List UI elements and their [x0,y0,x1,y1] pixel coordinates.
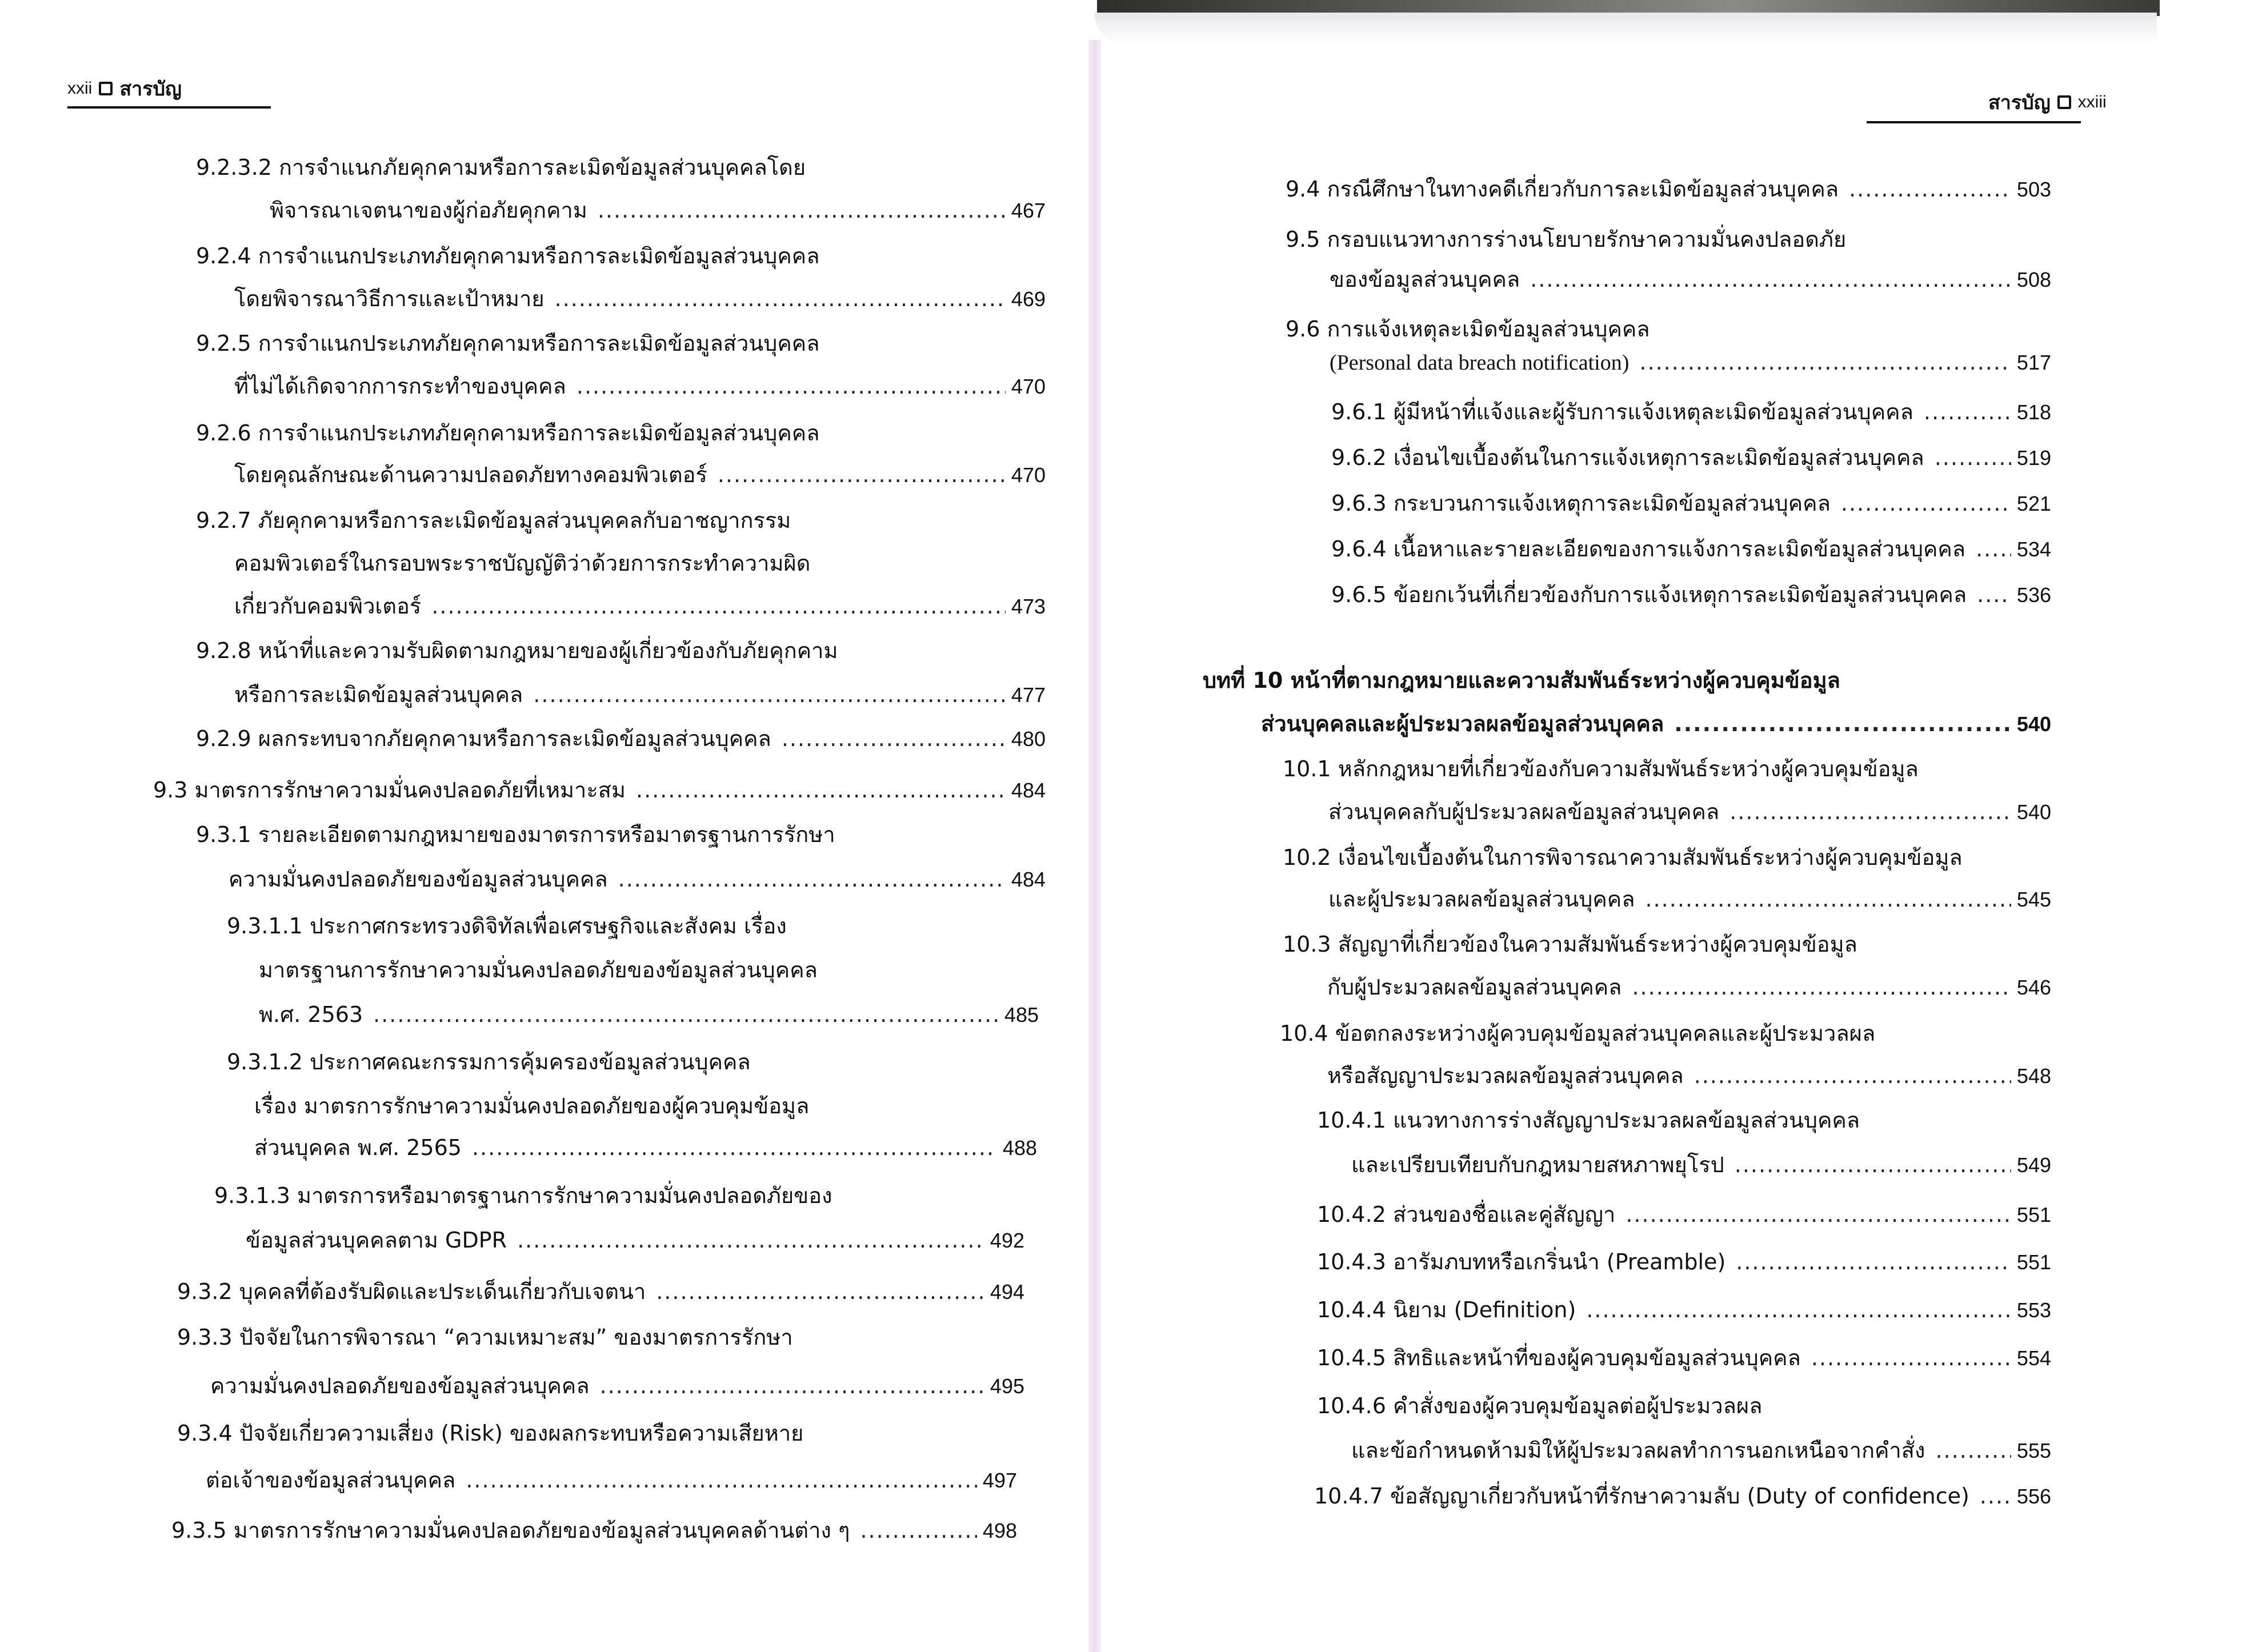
toc-page-number: 467 [1011,199,1046,222]
leader-dots [555,286,1006,311]
toc-entry-line[interactable] [1331,531,2051,566]
toc-entry-line[interactable] [196,326,820,360]
toc-entry-line[interactable] [234,281,1046,316]
toc-page-number: 555 [2016,1439,2051,1462]
toc-page-number: 484 [1011,779,1046,802]
toc-entry-line[interactable] [196,633,838,668]
toc-entry-label: 9.3.1 รายละเอียดตามกฎหมายของมาตรการหรือมาตรฐานการรักษา [196,822,835,847]
toc-entry-label: คอมพิวเตอร์ในกรอบพระราชบัญญัติว่าด้วยการกระทำความผิด [234,551,811,576]
toc-entry-label: โดยพิจารณาวิธีการและเป้าหมาย [234,286,545,311]
toc-entry-line[interactable] [206,1462,1017,1497]
toc-entry-label: และผู้ประมวลผลข้อมูลส่วนบุคคล [1328,887,1635,912]
toc-page-number: 521 [2016,492,2051,515]
leader-dots [472,1135,997,1160]
leader-dots [618,867,1006,892]
toc-entry-line[interactable] [196,238,820,273]
toc-entry-label: 9.3.1.2 ประกาศคณะกรรมการคุ้มครองข้อมูลส่วนบุคคล [227,1049,751,1074]
toc-entry-label: 10.4 ข้อตกลงระหว่างผู้ควบคุมข้อมูลส่วนบุคคลและผู้ประมวลผล [1280,1021,1876,1046]
toc-entry-label: 9.2.5 การจำแนกประเภทภัยคุกคามหรือการละเมิดข้อมูลส่วนบุคคล [196,331,820,356]
toc-entry-line[interactable] [234,457,1046,492]
toc-entry-label: 10.4.6 คำสั่งของผู้ควบคุมข้อมูลต่อผู้ประมวลผล [1317,1393,1763,1418]
toc-page-number: 534 [2016,538,2051,561]
toc-entry-label: 9.6.1 ผู้มีหน้าที่แจ้งและผู้รับการแจ้งเหตุละเมิดข้อมูลส่วนบุคคล [1331,399,1913,424]
toc-page-number: 551 [2016,1250,2051,1274]
toc-page-number: 488 [1002,1136,1037,1160]
leader-dots [1841,491,2011,516]
toc-entry-label: ความมั่นคงปลอดภัยของข้อมูลส่วนบุคคล [229,867,608,892]
leader-dots [431,594,1006,619]
toc-entry-label: 9.3.3 ปัจจัยในการพิจารณา “ความเหมาะสม” ของมาตรการรักษา [177,1325,793,1350]
toc-entry-label: โดยคุณลักษณะด้านความปลอดภัยทางคอมพิวเตอร์ [234,462,707,487]
toc-entry-line[interactable] [1331,577,2051,612]
toc-entry-line[interactable] [153,772,1046,807]
toc-entry-label: (Personal data breach notification) [1330,351,1630,375]
toc-page-number: 480 [1011,727,1046,751]
toc-entry-line[interactable] [1328,794,2051,829]
toc-page-number: 497 [982,1469,1017,1492]
toc-entry-line[interactable] [196,721,1046,756]
toc-entry-line[interactable] [1331,440,2051,475]
toc-entry-label: 9.6.3 กระบวนการแจ้งเหตุการละเมิดข้อมูลส่วนบุคคล [1331,491,1831,516]
toc-page-number: 551 [2016,1203,2051,1226]
leader-dots [1924,399,2011,424]
left-page [0,0,1088,1652]
toc-entry-line[interactable] [1351,1433,2051,1467]
toc-entry-line[interactable] [177,1320,793,1354]
toc-page-number: 519 [2016,446,2051,470]
toc-entry-line[interactable] [1280,1016,1875,1050]
toc-entry-label: ส่วนบุคคลและผู้ประมวลผลข้อมูลส่วนบุคคล [1261,711,1664,736]
leader-dots [656,1279,984,1304]
page-number-roman: xxiii [2077,93,2107,111]
toc-page-number: 546 [2016,976,2051,999]
toc-entry-line[interactable] [1286,171,2051,206]
page-header [1988,87,2107,118]
toc-entry-label: ความมั่นคงปลอดภัยของข้อมูลส่วนบุคคล [210,1373,590,1398]
leader-dots [1849,177,2011,202]
toc-entry-line[interactable] [1283,840,1963,875]
leader-dots [466,1467,977,1493]
toc-entry-line[interactable] [259,952,818,987]
toc-page-number: 553 [2016,1298,2051,1322]
toc-page-number: 494 [990,1280,1024,1304]
toc-entry-line[interactable] [1331,486,2051,520]
leader-dots [598,198,1006,223]
leader-dots [1694,1063,2011,1088]
toc-entry-label: 9.6.2 เงื่อนไขเบื้องต้นในการแจ้งเหตุการละเมิดข้อมูลส่วนบุคคล [1331,445,1924,470]
toc-entry-label: 9.5 กรอบแนวทางการร่างนโยบายรักษาความมั่นคงปลอดภัย [1286,227,1847,252]
toc-entry-label: 9.3.4 ปัจจัยเกี่ยวความเสี่ยง (Risk) ของผลกระทบหรือความเสียหาย [177,1421,804,1446]
toc-page-number: 492 [990,1229,1024,1252]
toc-entry-label: เกี่ยวกับคอมพิวเตอร์ [234,594,422,619]
toc-entry-label: 9.3.1.1 ประกาศกระทรวงดิจิทัลเพื่อเศรษฐกิจและสังคม เรื่อง [227,913,787,939]
toc-entry-line[interactable] [246,1222,1024,1257]
toc-entry-label: บทที่ 10 หน้าที่ตามกฎหมายและความสัมพันธ์ระหว่างผู้ควบคุมข้อมูล [1203,668,1840,693]
toc-entry-line[interactable] [196,415,820,450]
toc-entry-label: ของข้อมูลส่วนบุคคล [1330,267,1520,292]
toc-entry-line[interactable] [1317,1340,2051,1375]
leader-dots [1735,1152,2011,1177]
toc-entry-line[interactable] [234,368,1046,403]
leader-dots [1935,445,2011,470]
toc-entry-label: 10.2 เงื่อนไขเบื้องต้นในการพิจารณาความสัมพันธ์ระหว่างผู้ควบคุมข้อมูล [1283,845,1963,870]
leader-dots [576,374,1006,399]
toc-entry-line[interactable] [196,503,791,538]
toc-entry-label: ต่อเจ้าของข้อมูลส่วนบุคคล [206,1467,456,1493]
toc-entry-label: 9.2.6 การจำแนกประเภทภัยคุกคามหรือการละเมิดข้อมูลส่วนบุคคล [196,420,820,446]
toc-entry-label: 10.4.5 สิทธิและหน้าที่ของผู้ควบคุมข้อมูลส่วนบุคคล [1317,1345,1801,1370]
toc-entry-label: หรือการละเมิดข้อมูลส่วนบุคคล [234,682,523,707]
toc-entry-label: ที่ไม่ได้เกิดจากการกระทำของบุคคล [234,374,566,399]
toc-entry-label: 9.6.4 เนื้อหาและรายละเอียดของการแจ้งการละเมิดข้อมูลส่วนบุคคล [1331,536,1966,562]
toc-entry-label: 10.4.4 นิยาม (Definition) [1317,1297,1576,1322]
square-bullet-icon [2057,95,2071,109]
toc-page-number: 470 [1011,463,1046,487]
toc-page-number: 554 [2016,1346,2051,1370]
toc-page-number: 536 [2016,583,2051,607]
toc-entry-label: 9.2.4 การจำแนกประเภทภัยคุกคามหรือการละเมิดข้อมูลส่วนบุคคล [196,243,820,268]
toc-entry-label: และเปรียบเทียบกับกฎหมายสหภาพยุโรป [1351,1152,1724,1177]
toc-entry-label: 10.1 หลักกฎหมายที่เกี่ยวข้องกับความสัมพันธ์ระหว่างผู้ควบคุมข้อมูล [1283,756,1919,781]
leader-dots [1632,975,2011,1000]
toc-entry-label: 10.4.1 แนวทางการร่างสัญญาประมวลผลข้อมูลส่วนบุคคล [1317,1108,1860,1133]
leader-dots [1811,1345,2011,1370]
toc-entry-line[interactable] [227,1044,751,1079]
toc-entry-line[interactable] [229,861,1046,896]
leader-dots [533,682,1006,707]
leader-dots [1976,536,2011,562]
toc-entry-label: มาตรฐานการรักษาความมั่นคงปลอดภัยของข้อมูลส่วนบุคคล [259,957,818,983]
toc-entry-line[interactable] [210,1368,1024,1403]
toc-entry-label: ส่วนบุคคลกับผู้ประมวลผลข้อมูลส่วนบุคคล [1328,799,1720,824]
toc-entry-line[interactable] [214,1178,832,1213]
leader-dots [782,726,1006,751]
toc-entry-label: 9.3.2 บุคคลที่ต้องรับผิดและประเด็นเกี่ยวกับเจตนา [177,1279,646,1304]
leader-dots [1980,1483,2011,1509]
toc-entry-label: 9.3 มาตรการรักษาความมั่นคงปลอดภัยที่เหมาะสม [153,777,626,803]
toc-entry-line[interactable] [177,1274,1024,1309]
toc-entry-line[interactable] [254,1130,1037,1165]
leader-dots [1729,799,2011,824]
toc-page-number: 503 [2016,178,2051,201]
toc-page-number: 485 [1004,1003,1039,1027]
toc-entry-line[interactable] [1317,1388,1762,1423]
header-title: สารบัญ [1988,91,2051,114]
toc-entry-label: 9.2.3.2 การจำแนกภัยคุกคามหรือการละเมิดข้อมูลส่วนบุคคลโดย [196,155,806,180]
toc-entry-line[interactable] [1317,1197,2051,1232]
toc-page-number: 498 [982,1519,1017,1542]
leader-dots [1639,350,2011,375]
toc-entry-line[interactable] [1283,927,1857,961]
toc-entry-label: พิจารณาเจตนาของผู้ก่อภัยคุกคาม [270,198,587,223]
leader-dots [1977,582,2011,607]
leader-dots [1586,1297,2011,1322]
chapter-heading[interactable] [1203,663,1840,697]
toc-entry-label: 9.3.1.3 มาตรการหรือมาตรฐานการรักษาความมั่นคงปลอดภัยของ [214,1183,832,1208]
toc-entry-label: และข้อกำหนดห้ามมิให้ผู้ประมวลผลทำการนอกเหนือจากคำสั่ง [1351,1438,1925,1463]
toc-page-number: 545 [2016,888,2051,911]
toc-entry-line[interactable] [254,1088,809,1123]
toc-page-number: 495 [990,1374,1024,1398]
leader-dots [860,1518,976,1543]
toc-entry-label: 10.4.7 ข้อสัญญาเกี่ยวกับหน้าที่รักษาความลับ (Duty of confidence) [1314,1483,1969,1509]
toc-page-number: 470 [1011,375,1046,398]
toc-entry-label: เรื่อง มาตรการรักษาความมั่นคงปลอดภัยของผู้ควบคุมข้อมูล [254,1093,810,1118]
toc-entry-line[interactable] [1317,1244,2051,1279]
toc-entry-label: 9.6.5 ข้อยกเว้นที่เกี่ยวข้องกับการแจ้งเหตุการละเมิดข้อมูลส่วนบุคคล [1331,582,1967,607]
header-rule [1867,121,2081,123]
header-title: สารบัญ [119,78,182,101]
toc-entry-line[interactable] [227,908,787,943]
toc-page-number: 484 [1011,868,1046,891]
toc-entry-line[interactable] [1317,1292,2051,1327]
toc-entry-label: 9.4 กรณีศึกษาในทางคดีเกี่ยวกับการละเมิดข้อมูลส่วนบุคคล [1286,177,1839,202]
toc-entry-line[interactable] [171,1513,1017,1547]
chapter-heading[interactable] [1261,706,2051,741]
toc-entry-label: 9.2.8 หน้าที่และความรับผิดตามกฎหมายของผู้เกี่ยวข้องกับภัยคุกคาม [196,638,838,663]
toc-entry-line[interactable] [196,150,806,185]
toc-page-number: 540 [2016,712,2051,736]
toc-entry-line[interactable] [1327,969,2051,1004]
leader-dots [1736,1249,2011,1274]
toc-entry-line[interactable] [1330,350,2051,375]
toc-page-number: 548 [2016,1064,2051,1088]
toc-entry-label: 10.3 สัญญาที่เกี่ยวข้องในความสัมพันธ์ระหว่างผู้ควบคุมข้อมูล [1283,932,1857,957]
toc-entry-line[interactable] [234,588,1046,623]
toc-entry-label: ส่วนบุคคล พ.ศ. 2565 [254,1135,462,1160]
leader-dots [718,462,1006,487]
toc-entry-label: ข้อมูลส่วนบุคคลตาม GDPR [246,1228,507,1253]
toc-entry-line[interactable] [1330,262,2051,296]
toc-page-number: 556 [2016,1485,2051,1508]
toc-page-number: 517 [2016,351,2051,374]
leader-dots [1646,887,2011,912]
toc-entry-label: กับผู้ประมวลผลข้อมูลส่วนบุคคล [1327,975,1622,1000]
page-number-roman: xxii [67,79,93,98]
toc-page-number: 508 [2016,268,2051,291]
toc-page-number: 549 [2016,1153,2051,1177]
toc-entry-line[interactable] [1283,751,1919,786]
toc-entry-line[interactable] [234,546,810,580]
toc-page-number: 469 [1011,287,1046,311]
toc-entry-line[interactable] [259,997,1039,1032]
toc-entry-line[interactable] [270,193,1046,227]
toc-entry-label: 9.6 การแจ้งเหตุละเมิดข้อมูลส่วนบุคคล [1286,316,1650,342]
leader-dots [1674,711,2011,736]
toc-entry-line[interactable] [1286,222,1846,256]
leader-dots [517,1228,984,1253]
leader-dots [636,777,1006,803]
toc-entry-line[interactable] [1328,881,2051,916]
toc-entry-line[interactable] [1286,311,1650,346]
toc-entry-label: 10.4.3 อารัมภบทหรือเกริ่นนำ (Preamble) [1317,1249,1726,1274]
leader-dots [1935,1438,2011,1463]
leader-dots [1626,1202,2011,1227]
toc-entry-line[interactable] [177,1416,803,1450]
toc-entry-label: พ.ศ. 2563 [259,1002,363,1027]
leader-dots [373,1002,999,1027]
header-rule [67,106,271,109]
page-header [67,73,182,104]
toc-entry-label: หรือสัญญาประมวลผลข้อมูลส่วนบุคคล [1327,1063,1684,1088]
toc-entry-label: 9.2.7 ภัยคุกคามหรือการละเมิดข้อมูลส่วนบุคคลกับอาชญากรรม [196,508,791,533]
toc-entry-line[interactable] [196,817,835,852]
toc-entry-line[interactable] [234,677,1046,712]
toc-page-number: 477 [1011,683,1046,707]
square-bullet-icon [99,82,113,95]
toc-entry-line[interactable] [1314,1478,2051,1513]
toc-entry-label: 9.2.9 ผลกระทบจากภัยคุกคามหรือการละเมิดข้อมูลส่วนบุคคล [196,726,771,751]
leader-dots [600,1373,984,1398]
toc-entry-line[interactable] [1331,394,2051,429]
leader-dots [1530,267,2011,292]
toc-entry-label: 10.4.2 ส่วนของชื่อและคู่สัญญา [1317,1202,1616,1227]
toc-page-number: 518 [2016,400,2051,424]
toc-entry-label: 9.3.5 มาตรการรักษาความมั่นคงปลอดภัยของข้อมูลส่วนบุคคลด้านต่าง ๆ [171,1518,850,1543]
toc-page-number: 473 [1011,595,1046,618]
right-page [1088,0,2242,1652]
toc-entry-line[interactable] [1327,1058,2051,1093]
toc-page-number: 540 [2016,800,2051,824]
toc-entry-line[interactable] [1317,1102,1860,1137]
toc-entry-line[interactable] [1351,1147,2051,1182]
